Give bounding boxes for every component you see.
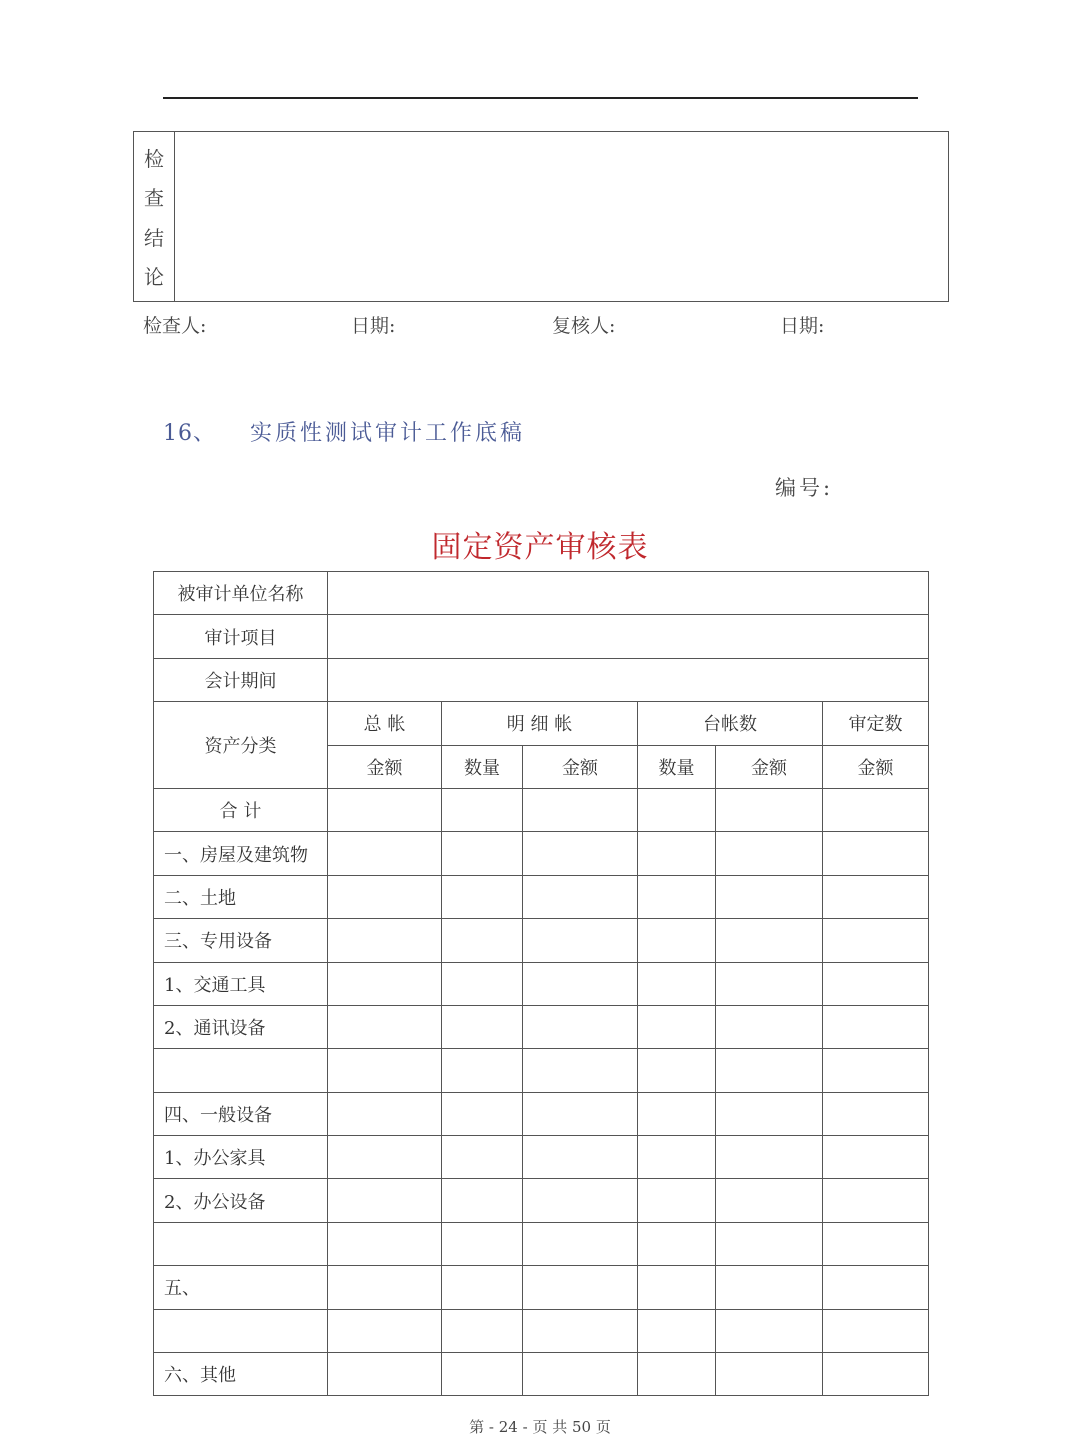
row-label: 1、办公家具 (154, 1136, 328, 1179)
row-label: 合 计 (154, 788, 328, 831)
value-cell[interactable] (328, 875, 442, 918)
value-cell[interactable] (716, 1179, 823, 1222)
value-cell[interactable] (638, 875, 716, 918)
info-row (154, 615, 929, 658)
sub-header: 金额 (328, 745, 442, 788)
value-cell[interactable] (328, 1005, 442, 1048)
value-cell[interactable] (523, 1222, 638, 1265)
value-cell[interactable] (523, 1353, 638, 1396)
row-label: 一、房屋及建筑物 (154, 832, 328, 875)
label-char: 论 (144, 264, 164, 289)
value-cell[interactable] (442, 1136, 523, 1179)
table-row (154, 1309, 929, 1352)
group-header: 台帐数 (638, 702, 823, 745)
value-cell[interactable] (523, 919, 638, 962)
table-row (154, 1092, 929, 1135)
page-footer: 第 - 24 - 页 共 50 页 (469, 1418, 611, 1436)
value-cell[interactable] (716, 1353, 823, 1396)
info-label: 被审计单位名称 (154, 572, 328, 615)
info-row (154, 572, 929, 615)
value-cell[interactable] (442, 1222, 523, 1265)
value-cell[interactable] (523, 788, 638, 831)
value-cell[interactable] (328, 832, 442, 875)
value-cell[interactable] (716, 1222, 823, 1265)
value-cell[interactable] (328, 1266, 442, 1309)
table-row (154, 788, 929, 831)
value-cell[interactable] (442, 1049, 523, 1092)
value-cell[interactable] (823, 1309, 929, 1352)
value-cell[interactable] (823, 1222, 929, 1265)
row-label: 二、土地 (154, 875, 328, 918)
check-conclusion-label (134, 132, 175, 301)
section-number: 16、 (163, 421, 216, 446)
value-cell[interactable] (523, 1092, 638, 1135)
value-cell[interactable] (523, 1266, 638, 1309)
value-cell[interactable] (328, 962, 442, 1005)
value-cell[interactable] (328, 1049, 442, 1092)
info-value-cell[interactable] (328, 572, 929, 615)
value-cell[interactable] (638, 919, 716, 962)
table-row (154, 875, 929, 918)
value-cell[interactable] (442, 962, 523, 1005)
info-value-cell[interactable] (328, 658, 929, 701)
value-cell[interactable] (442, 1005, 523, 1048)
info-label: 会计期间 (154, 658, 328, 701)
value-cell[interactable] (523, 1136, 638, 1179)
value-cell[interactable] (638, 1222, 716, 1265)
sub-header: 金额 (523, 745, 638, 788)
value-cell[interactable] (442, 1266, 523, 1309)
table-row (154, 1005, 929, 1048)
value-cell[interactable] (523, 832, 638, 875)
row-label: 2、办公设备 (154, 1179, 328, 1222)
value-cell[interactable] (823, 788, 929, 831)
value-cell[interactable] (638, 1005, 716, 1048)
row-label: 五、 (154, 1266, 328, 1309)
reviewer-label: 复核人: (552, 315, 616, 337)
value-cell[interactable] (442, 1179, 523, 1222)
value-cell[interactable] (638, 1266, 716, 1309)
value-cell[interactable] (638, 832, 716, 875)
group-header: 审定数 (823, 702, 929, 745)
value-cell[interactable] (442, 875, 523, 918)
value-cell[interactable] (638, 1092, 716, 1135)
sub-header: 金额 (716, 745, 823, 788)
value-cell[interactable] (716, 1266, 823, 1309)
table-row (154, 832, 929, 875)
value-cell[interactable] (638, 1136, 716, 1179)
value-cell[interactable] (823, 1092, 929, 1135)
info-value-cell[interactable] (328, 615, 929, 658)
value-cell[interactable] (716, 962, 823, 1005)
table-row (154, 1179, 929, 1222)
value-cell[interactable] (823, 1179, 929, 1222)
sub-header: 金额 (823, 745, 929, 788)
value-cell[interactable] (328, 1092, 442, 1135)
header-rule (163, 97, 918, 99)
value-cell[interactable] (328, 1222, 442, 1265)
label-char: 检 (144, 147, 164, 172)
value-cell[interactable] (638, 1179, 716, 1222)
value-cell[interactable] (716, 832, 823, 875)
value-cell[interactable] (638, 1353, 716, 1396)
info-row (154, 658, 929, 701)
row-label (154, 1049, 328, 1092)
value-cell[interactable] (442, 1092, 523, 1135)
value-cell[interactable] (823, 919, 929, 962)
table-row (154, 1266, 929, 1309)
value-cell[interactable] (823, 962, 929, 1005)
section-title: 实质性测试审计工作底稿 (250, 421, 526, 446)
table-row (154, 1222, 929, 1265)
value-cell[interactable] (638, 1309, 716, 1352)
row-label: 六、其他 (154, 1353, 328, 1396)
value-cell[interactable] (716, 788, 823, 831)
table-row (154, 1049, 929, 1092)
value-cell[interactable] (523, 1049, 638, 1092)
value-cell[interactable] (442, 788, 523, 831)
table-row (154, 1353, 929, 1396)
table-title: 固定资产审核表 (431, 530, 649, 565)
row-label (154, 1309, 328, 1352)
row-label: 四、一般设备 (154, 1092, 328, 1135)
group-header: 明 细 帐 (442, 702, 638, 745)
value-cell[interactable] (442, 832, 523, 875)
value-cell[interactable] (442, 919, 523, 962)
value-cell[interactable] (823, 832, 929, 875)
section-heading (163, 416, 525, 447)
label-char: 结 (144, 225, 164, 250)
value-cell[interactable] (638, 962, 716, 1005)
value-cell[interactable] (523, 1005, 638, 1048)
value-cell[interactable] (638, 788, 716, 831)
value-cell[interactable] (638, 1049, 716, 1092)
value-cell[interactable] (823, 1353, 929, 1396)
row-label: 三、专用设备 (154, 919, 328, 962)
value-cell[interactable] (523, 1179, 638, 1222)
value-cell[interactable] (523, 875, 638, 918)
value-cell[interactable] (716, 1005, 823, 1048)
value-cell[interactable] (823, 1136, 929, 1179)
group-header: 总 帐 (328, 702, 442, 745)
value-cell[interactable] (823, 1266, 929, 1309)
value-cell[interactable] (823, 1049, 929, 1092)
table-row (154, 962, 929, 1005)
value-cell[interactable] (716, 1049, 823, 1092)
value-cell[interactable] (328, 1309, 442, 1352)
date-label: 日期: (351, 315, 396, 337)
row-label (154, 1222, 328, 1265)
value-cell[interactable] (328, 919, 442, 962)
row-label: 2、通讯设备 (154, 1005, 328, 1048)
value-cell[interactable] (442, 1309, 523, 1352)
table-row (154, 919, 929, 962)
value-cell[interactable] (442, 1353, 523, 1396)
checker-label: 检查人: (143, 315, 207, 337)
sub-header: 数量 (638, 745, 716, 788)
label-char: 查 (144, 186, 164, 211)
check-conclusion-box (133, 131, 949, 302)
value-cell[interactable] (716, 1136, 823, 1179)
info-label: 审计项目 (154, 615, 328, 658)
value-cell[interactable] (328, 788, 442, 831)
header-row (154, 702, 929, 745)
code-label: 编号: (775, 476, 834, 500)
value-cell[interactable] (716, 1309, 823, 1352)
sub-header: 数量 (442, 745, 523, 788)
fixed-asset-audit-table (153, 571, 929, 1396)
value-cell[interactable] (523, 1309, 638, 1352)
value-cell[interactable] (716, 919, 823, 962)
value-cell[interactable] (823, 1005, 929, 1048)
value-cell[interactable] (523, 962, 638, 1005)
table-row (154, 1136, 929, 1179)
value-cell[interactable] (328, 1353, 442, 1396)
value-cell[interactable] (328, 1136, 442, 1179)
row-label: 1、交通工具 (154, 962, 328, 1005)
value-cell[interactable] (716, 1092, 823, 1135)
value-cell[interactable] (823, 875, 929, 918)
value-cell[interactable] (328, 1179, 442, 1222)
value-cell[interactable] (716, 875, 823, 918)
category-header: 资产分类 (154, 702, 328, 789)
review-date-label: 日期: (780, 315, 825, 337)
